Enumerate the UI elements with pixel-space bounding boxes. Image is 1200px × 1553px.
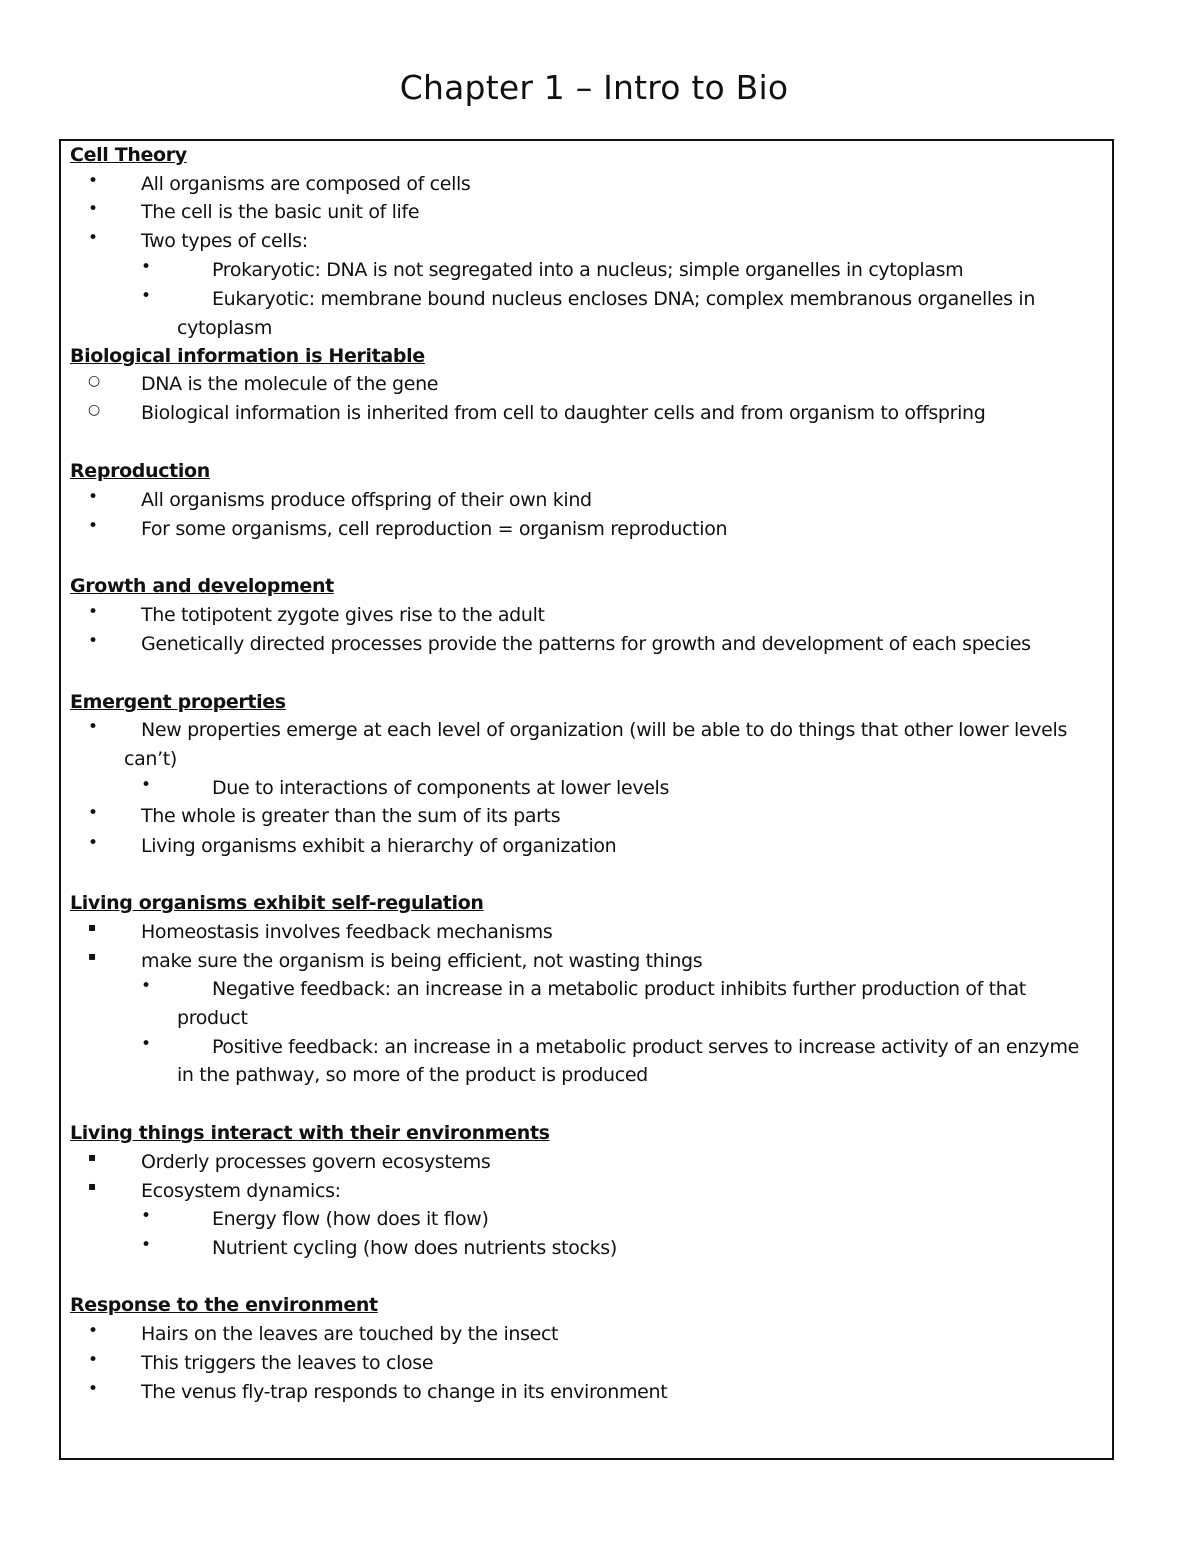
- list-item: This triggers the leaves to close: [141, 1352, 434, 1374]
- bullet-marker: •: [141, 976, 152, 996]
- list-item: The cell is the basic unit of life: [141, 201, 420, 223]
- list-item: The venus fly-trap responds to change in its environment: [141, 1381, 668, 1403]
- list-subitem: Due to interactions of components at lower levels: [212, 777, 670, 799]
- list-item: Genetically directed processes provide the patterns for growth and development of each species: [141, 633, 1031, 655]
- list-item: The totipotent zygote gives rise to the adult: [141, 604, 545, 626]
- heading-response: Response to the environment: [70, 1294, 378, 1316]
- bullet-marker: •: [88, 171, 99, 191]
- list-subitem: Eukaryotic: membrane bound nucleus encloses DNA; complex membranous organelles in: [212, 288, 1036, 310]
- list-item: Hairs on the leaves are touched by the insect: [141, 1323, 559, 1345]
- heading-heritable: Biological information is Heritable: [70, 345, 425, 367]
- bullet-marker: •: [88, 1321, 99, 1341]
- list-subitem: Nutrient cycling (how does nutrients stocks): [212, 1237, 617, 1259]
- bullet-marker: •: [141, 775, 152, 795]
- list-subitem-continuation: cytoplasm: [177, 317, 273, 339]
- bullet-marker: •: [141, 1235, 152, 1255]
- bullet-marker: •: [88, 1379, 99, 1399]
- list-item: Living organisms exhibit a hierarchy of organization: [141, 835, 617, 857]
- square-bullet-marker: ▪: [88, 1150, 97, 1164]
- bullet-marker: •: [88, 602, 99, 622]
- list-item: For some organisms, cell reproduction = organism reproduction: [141, 518, 728, 540]
- list-subitem: Prokaryotic: DNA is not segregated into a nucleus; simple organelles in cytoplasm: [212, 259, 964, 281]
- heading-reproduction: Reproduction: [70, 460, 210, 482]
- square-bullet-marker: ▪: [88, 920, 97, 934]
- bullet-marker: •: [88, 199, 99, 219]
- list-subitem-continuation: product: [177, 1007, 248, 1029]
- bullet-marker: •: [88, 631, 99, 651]
- heading-cell-theory: Cell Theory: [70, 144, 187, 166]
- list-item: All organisms are composed of cells: [141, 173, 471, 195]
- list-subitem: Positive feedback: an increase in a metabolic product serves to increase activity of an enzyme: [212, 1036, 1079, 1058]
- bullet-marker: •: [88, 803, 99, 823]
- bullet-marker: •: [141, 286, 152, 306]
- list-subitem: Energy flow (how does it flow): [212, 1208, 489, 1230]
- square-bullet-marker: ▪: [88, 1179, 97, 1193]
- document-title: Chapter 1 – Intro to Bio: [399, 68, 789, 107]
- square-bullet-marker: ▪: [88, 949, 97, 963]
- bullet-marker: •: [141, 257, 152, 277]
- heading-self-regulation: Living organisms exhibit self-regulation: [70, 892, 484, 914]
- list-item: The whole is greater than the sum of its parts: [141, 805, 561, 827]
- circle-bullet-marker: ○: [88, 373, 101, 389]
- bullet-marker: •: [88, 228, 99, 248]
- heading-environment-interact: Living things interact with their environments: [70, 1122, 550, 1144]
- bullet-marker: •: [88, 833, 99, 853]
- bullet-marker: •: [141, 1206, 152, 1226]
- bullet-marker: •: [88, 717, 99, 737]
- bullet-marker: •: [88, 1350, 99, 1370]
- list-item: make sure the organism is being efficient, not wasting things: [141, 950, 703, 972]
- list-item: Orderly processes govern ecosystems: [141, 1151, 491, 1173]
- circle-bullet-marker: ○: [88, 402, 101, 418]
- list-item: Ecosystem dynamics:: [141, 1180, 341, 1202]
- bullet-marker: •: [88, 516, 99, 536]
- bullet-marker: •: [141, 1034, 152, 1054]
- heading-growth: Growth and development: [70, 575, 334, 597]
- list-item: Biological information is inherited from cell to daughter cells and from organism to offspring: [141, 402, 986, 424]
- bullet-marker: •: [88, 487, 99, 507]
- heading-emergent: Emergent properties: [70, 691, 286, 713]
- list-item: All organisms produce offspring of their own kind: [141, 489, 592, 511]
- list-item: Two types of cells:: [141, 230, 308, 252]
- list-item-continuation: can’t): [124, 748, 177, 770]
- list-subitem-continuation: in the pathway, so more of the product is produced: [177, 1064, 648, 1086]
- list-item: Homeostasis involves feedback mechanisms: [141, 921, 553, 943]
- list-subitem: Negative feedback: an increase in a metabolic product inhibits further production of that: [212, 978, 1026, 1000]
- list-item: New properties emerge at each level of organization (will be able to do things that other lower levels: [141, 719, 1067, 741]
- list-item: DNA is the molecule of the gene: [141, 373, 439, 395]
